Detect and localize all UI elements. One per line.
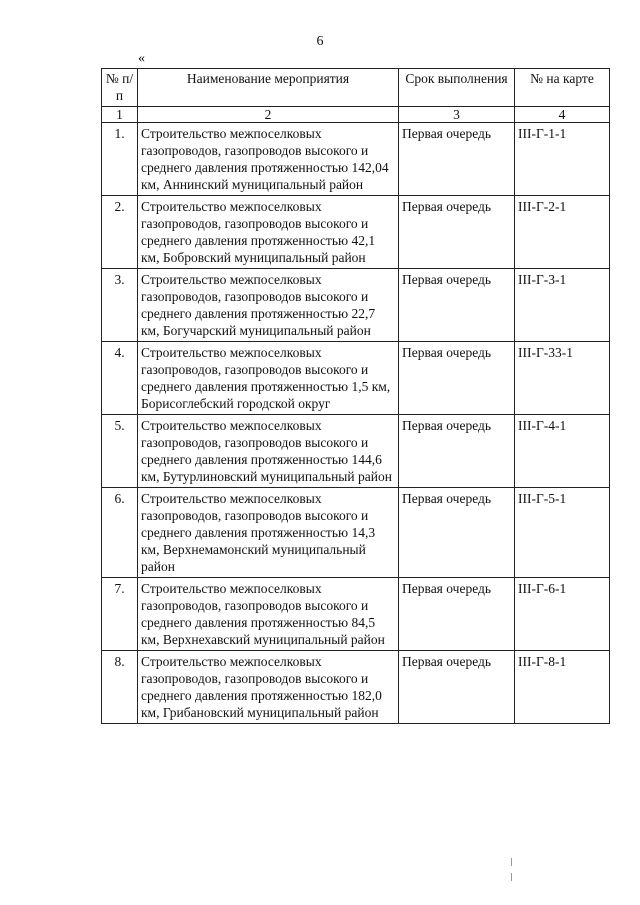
measure-term: Первая очередь [399,342,515,415]
row-number: 1. [102,123,138,196]
map-code: III-Г-2-1 [515,196,610,269]
table-row [102,123,610,196]
measure-name: Строительство межпоселковых газопроводов, газопроводов высокого и среднего давления протяженностью 144,6 км, Бутурлиновский муниципальный район [138,415,399,488]
map-code: III-Г-6-1 [515,578,610,651]
scan-mark [511,873,512,881]
map-code: III-Г-33-1 [515,342,610,415]
row-number: 2. [102,196,138,269]
measures-table [101,68,610,724]
column-index: 3 [399,107,515,123]
table-row [102,269,610,342]
header-num: № п/п [102,69,138,107]
column-index: 4 [515,107,610,123]
header-name: Наименование мероприятия [138,69,399,107]
row-number: 6. [102,488,138,578]
row-number: 8. [102,651,138,724]
map-code: III-Г-1-1 [515,123,610,196]
measure-term: Первая очередь [399,578,515,651]
measure-name: Строительство межпоселковых газопроводов, газопроводов высокого и среднего давления протяженностью 22,7 км, Богучарский муниципальный район [138,269,399,342]
map-code: III-Г-5-1 [515,488,610,578]
header-row [102,69,610,107]
header-term: Срок выполнения [399,69,515,107]
header-map: № на карте [515,69,610,107]
measure-name: Строительство межпоселковых газопроводов, газопроводов высокого и среднего давления протяженностью 14,3 км, Верхнемамонский муниципальный район [138,488,399,578]
measure-name: Строительство межпоселковых газопроводов, газопроводов высокого и среднего давления протяженностью 1,5 км, Борисоглебский городской округ [138,342,399,415]
column-index: 1 [102,107,138,123]
table-row [102,651,610,724]
table-row [102,415,610,488]
measure-name: Строительство межпоселковых газопроводов, газопроводов высокого и среднего давления протяженностью 142,04 км, Аннинский муниципальный район [138,123,399,196]
table-row [102,196,610,269]
measure-term: Первая очередь [399,488,515,578]
measure-term: Первая очередь [399,269,515,342]
table-row [102,488,610,578]
page-number: 6 [316,34,324,49]
scan-mark [511,858,512,866]
opening-quote-mark: « [138,51,145,66]
measure-name: Строительство межпоселковых газопроводов, газопроводов высокого и среднего давления протяженностью 84,5 км, Верхнехавский муниципальный район [138,578,399,651]
table-row [102,578,610,651]
row-number: 7. [102,578,138,651]
column-index: 2 [138,107,399,123]
column-index-row [102,107,610,123]
measure-term: Первая очередь [399,123,515,196]
measure-term: Первая очередь [399,651,515,724]
map-code: III-Г-4-1 [515,415,610,488]
row-number: 4. [102,342,138,415]
measure-term: Первая очередь [399,196,515,269]
table-row [102,342,610,415]
measure-name: Строительство межпоселковых газопроводов, газопроводов высокого и среднего давления протяженностью 42,1 км, Бобровский муниципальный район [138,196,399,269]
map-code: III-Г-3-1 [515,269,610,342]
measure-term: Первая очередь [399,415,515,488]
row-number: 3. [102,269,138,342]
map-code: III-Г-8-1 [515,651,610,724]
measure-name: Строительство межпоселковых газопроводов, газопроводов высокого и среднего давления протяженностью 182,0 км, Грибановский муниципальный район [138,651,399,724]
row-number: 5. [102,415,138,488]
